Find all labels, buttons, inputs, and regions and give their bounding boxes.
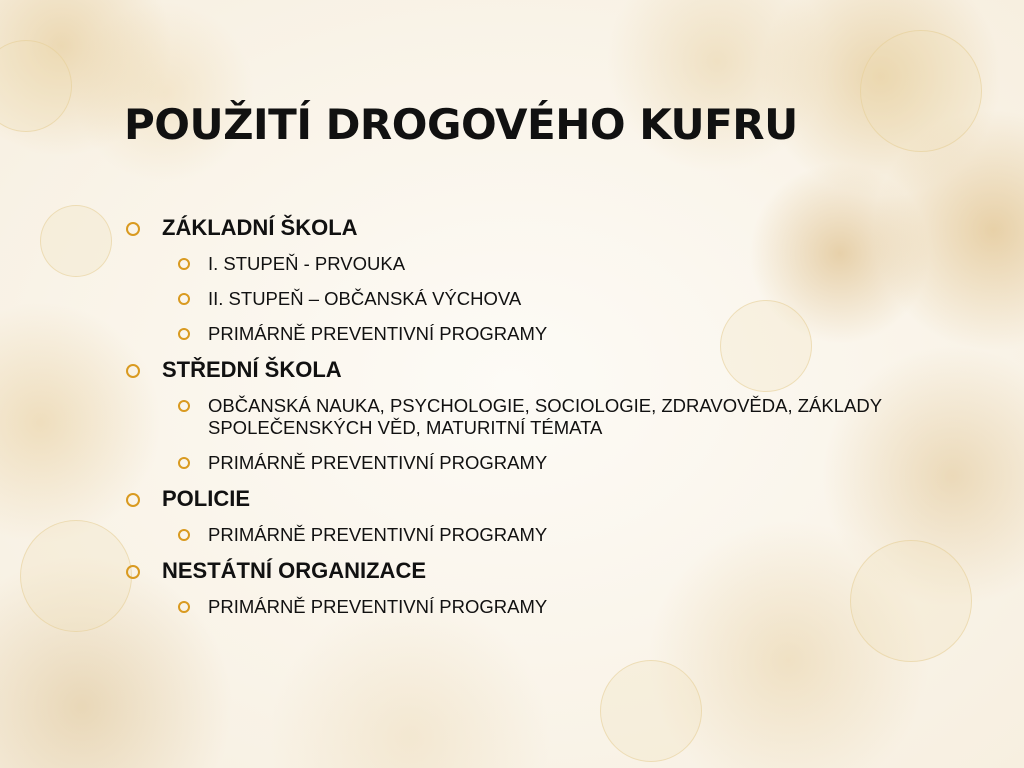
bokeh-decoration	[0, 40, 72, 132]
ring-bullet-icon	[178, 400, 190, 412]
ring-bullet-icon	[126, 565, 140, 579]
list-item-zakladni-skola	[124, 213, 904, 243]
section-heading: STŘEDNÍ ŠKOLA	[162, 357, 342, 382]
sub-item-text: PRIMÁRNĚ PREVENTIVNÍ PROGRAMY	[208, 452, 548, 473]
sub-list-item	[208, 395, 898, 439]
sub-item-text: PRIMÁRNĚ PREVENTIVNÍ PROGRAMY	[208, 524, 548, 545]
slide-title: POUŽITÍ DROGOVÉHO KUFRU	[124, 100, 798, 149]
list-item-policie	[124, 484, 904, 514]
sub-list-item	[208, 253, 904, 275]
sub-list-item	[208, 288, 904, 310]
section-heading: NESTÁTNÍ ORGANIZACE	[162, 558, 426, 583]
ring-bullet-icon	[178, 601, 190, 613]
bullet-list	[124, 205, 904, 618]
ring-bullet-icon	[126, 222, 140, 236]
bokeh-decoration	[20, 520, 132, 632]
sub-item-text: PRIMÁRNĚ PREVENTIVNÍ PROGRAMY	[208, 323, 548, 344]
section-heading: POLICIE	[162, 486, 251, 511]
ring-bullet-icon	[178, 258, 190, 270]
section-heading: ZÁKLADNÍ ŠKOLA	[162, 215, 358, 240]
ring-bullet-icon	[178, 293, 190, 305]
list-item-nestatni-organizace	[124, 556, 904, 586]
ring-bullet-icon	[178, 529, 190, 541]
sub-item-text: PRIMÁRNĚ PREVENTIVNÍ PROGRAMY	[208, 596, 548, 617]
list-item-stredni-skola	[124, 355, 904, 385]
sub-item-text: OBČANSKÁ NAUKA, PSYCHOLOGIE, SOCIOLOGIE, ZDRAVOVĚDA, ZÁKLADY SPOLEČENSKÝCH VĚD, MATURITNÍ TÉMATA	[208, 395, 882, 438]
sub-list-item	[208, 596, 904, 618]
bokeh-decoration	[600, 660, 702, 762]
bokeh-decoration	[40, 205, 112, 277]
sub-list-item	[208, 323, 904, 345]
ring-bullet-icon	[178, 328, 190, 340]
sub-list-item	[208, 524, 904, 546]
ring-bullet-icon	[178, 457, 190, 469]
ring-bullet-icon	[126, 493, 140, 507]
sub-item-text: II. STUPEŇ – OBČANSKÁ VÝCHOVA	[208, 288, 522, 309]
sub-item-text: I. STUPEŇ - PRVOUKA	[208, 253, 406, 274]
sub-list-item	[208, 452, 904, 474]
bokeh-decoration	[860, 30, 982, 152]
ring-bullet-icon	[126, 364, 140, 378]
